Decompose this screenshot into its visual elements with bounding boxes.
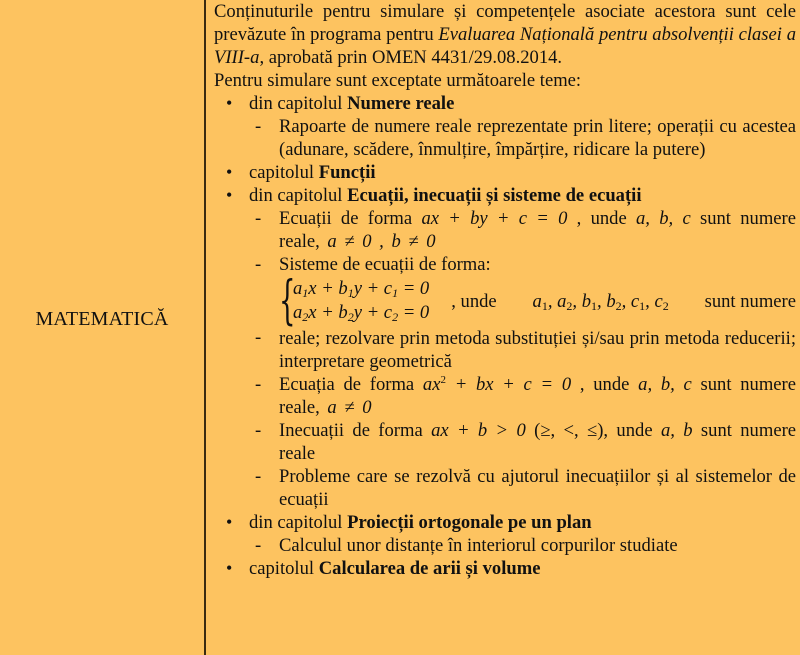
subject-cell: MATEMATICĂ <box>35 308 169 330</box>
exceptions-line: Pentru simulare sunt exceptate următoarele teme: <box>214 70 582 91</box>
item-ecuatii-liniare: - Ecuații de forma ax + by + c = 0 , unde a, b, c sunt numere reale, a ≠ 0 , b ≠ 0 <box>214 207 796 253</box>
content-cell <box>214 0 796 580</box>
item-sisteme-title: - Sisteme de ecuații de forma: <box>214 253 796 276</box>
item-distante: - Calculul unor distanțe în interiorul corpurilor studiate <box>214 534 796 557</box>
table-column-divider <box>204 0 206 655</box>
bullet-numere-reale: • din capitolul Numere reale <box>214 92 796 115</box>
system-vars: $a_1$, $a_2$, $b_1$, $b_2$, $c_1$, $c_2$ <box>532 290 669 313</box>
equation-system <box>214 271 796 331</box>
system-condition: , unde $a_1$, $a_2$, $b_1$, $b_2$, $c_1$, $c_2$ sunt numere <box>451 290 796 313</box>
program-title: Evaluarea Națională pentru absolvenții clasei a VIII-a <box>214 24 796 68</box>
item-sisteme-rest: - reale; rezolvare prin metoda substituției și/sau prin metoda reducerii; interpretare geometrică <box>214 326 796 373</box>
system-equations: $a_1x + b_1y + c_1 = 0$ $a_2x + b_2y + c_2 = 0$ <box>293 278 430 324</box>
left-brace-icon: { <box>279 271 296 331</box>
item-ecuatie-grad2: - Ecuația de forma $ax^2$ + bx + c = 0 , unde a, b, c sunt numere reale, a ≠ 0 <box>214 373 796 419</box>
intro-text-2: , aprobată prin OMEN 4431/29.08.2014. <box>259 47 563 68</box>
intro-text-1: Conținuturile pentru simulare și competențele asociate acestora sunt cele prevăzute în programa pentru <box>214 1 796 45</box>
bullet-ecuatii: • din capitolul Ecuații, inecuații și sisteme de ecuații <box>214 184 796 207</box>
intro-paragraph <box>214 0 796 69</box>
item-rapoarte: - Rapoarte de numere reale reprezentate prin litere; operații cu acestea (adunare, scădere, înmulțire, împărțire, ridicare la putere) <box>214 115 796 161</box>
bullet-proiectii: • din capitolul Proiecții ortogonale pe un plan <box>214 511 796 534</box>
item-inecuatii: - Inecuații de forma ax + b > 0 (≥, <, ≤), unde a, b sunt numere reale <box>214 419 796 465</box>
bullet-functii: • capitolul Funcții <box>214 161 796 184</box>
item-probleme: - Probleme care se rezolvă cu ajutorul inecuațiilor și al sistemelor de ecuații <box>214 465 796 511</box>
bullet-arii-volume: • capitolul Calcularea de arii și volume <box>214 557 796 580</box>
